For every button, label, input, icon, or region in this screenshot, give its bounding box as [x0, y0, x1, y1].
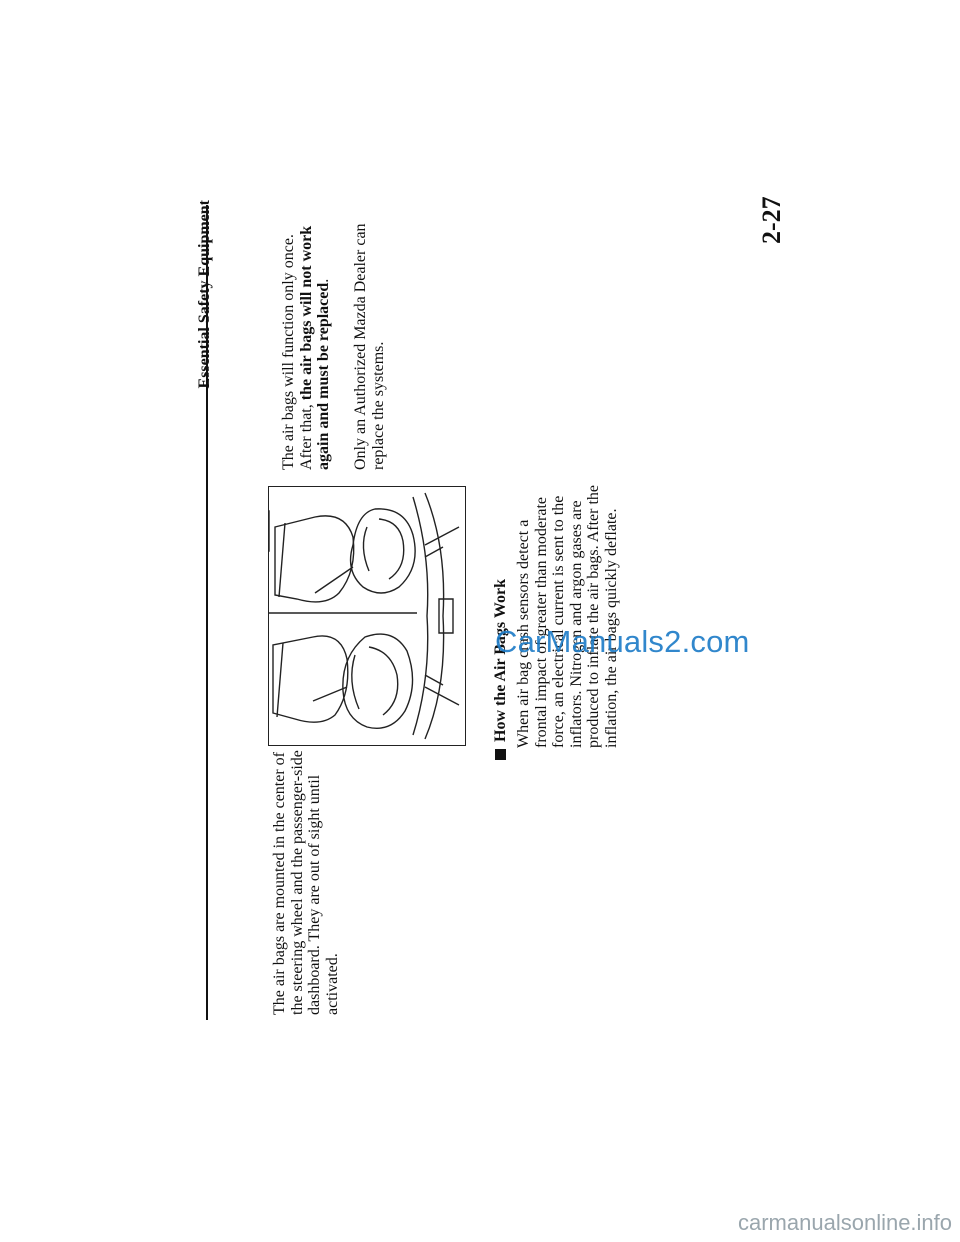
section-heading	[492, 560, 510, 760]
how-airbags-work-paragraph	[515, 484, 620, 748]
air-bags-once-paragraph	[280, 210, 333, 470]
text-line: frontal impact of greater than moderate	[532, 497, 550, 748]
intro-paragraph	[271, 750, 341, 1015]
airbag-deployment-illustration	[268, 486, 466, 746]
dealer-paragraph	[352, 210, 387, 470]
emphasis-text: again and must be replaced	[315, 282, 332, 470]
airbag-illustration-drawing	[269, 487, 465, 745]
section-heading-text: How the Air Bags Work	[492, 579, 509, 742]
text-line: the steering wheel and the passenger-side	[288, 750, 306, 1015]
text-line	[298, 210, 316, 470]
text-line: activated.	[323, 953, 341, 1015]
text-line: When air bag crash sensors detect a	[515, 519, 532, 748]
text-line: The air bags are mounted in the center of	[271, 752, 288, 1015]
text-line: inflators. Nitrogen and argon gases are	[567, 500, 585, 748]
text-line: The air bags will function only once.	[280, 234, 297, 470]
text-span: After that,	[297, 400, 315, 470]
text-line: replace the systems.	[369, 341, 387, 470]
text-line	[315, 210, 333, 470]
square-bullet-icon	[495, 749, 506, 760]
text-span: .	[315, 278, 332, 283]
text-line: force, an electrical current is sent to the	[550, 495, 567, 748]
text-line: Only an Authorized Mazda Dealer can	[352, 223, 369, 470]
text-line: produced to inflate the air bags. After the	[585, 484, 602, 748]
section-title: Essential Safety Equipment	[196, 200, 213, 389]
text-line: dashboard. They are out of sight until	[306, 774, 323, 1015]
footer-watermark: carmanualsonline.info	[738, 1210, 953, 1235]
page-number: 2-27	[757, 196, 786, 244]
emphasis-text: the air bags will not work	[297, 225, 315, 401]
text-line: inflation, the air bags quickly deflate.	[602, 508, 620, 748]
watermark-text: CarManuals2.com	[495, 624, 750, 659]
